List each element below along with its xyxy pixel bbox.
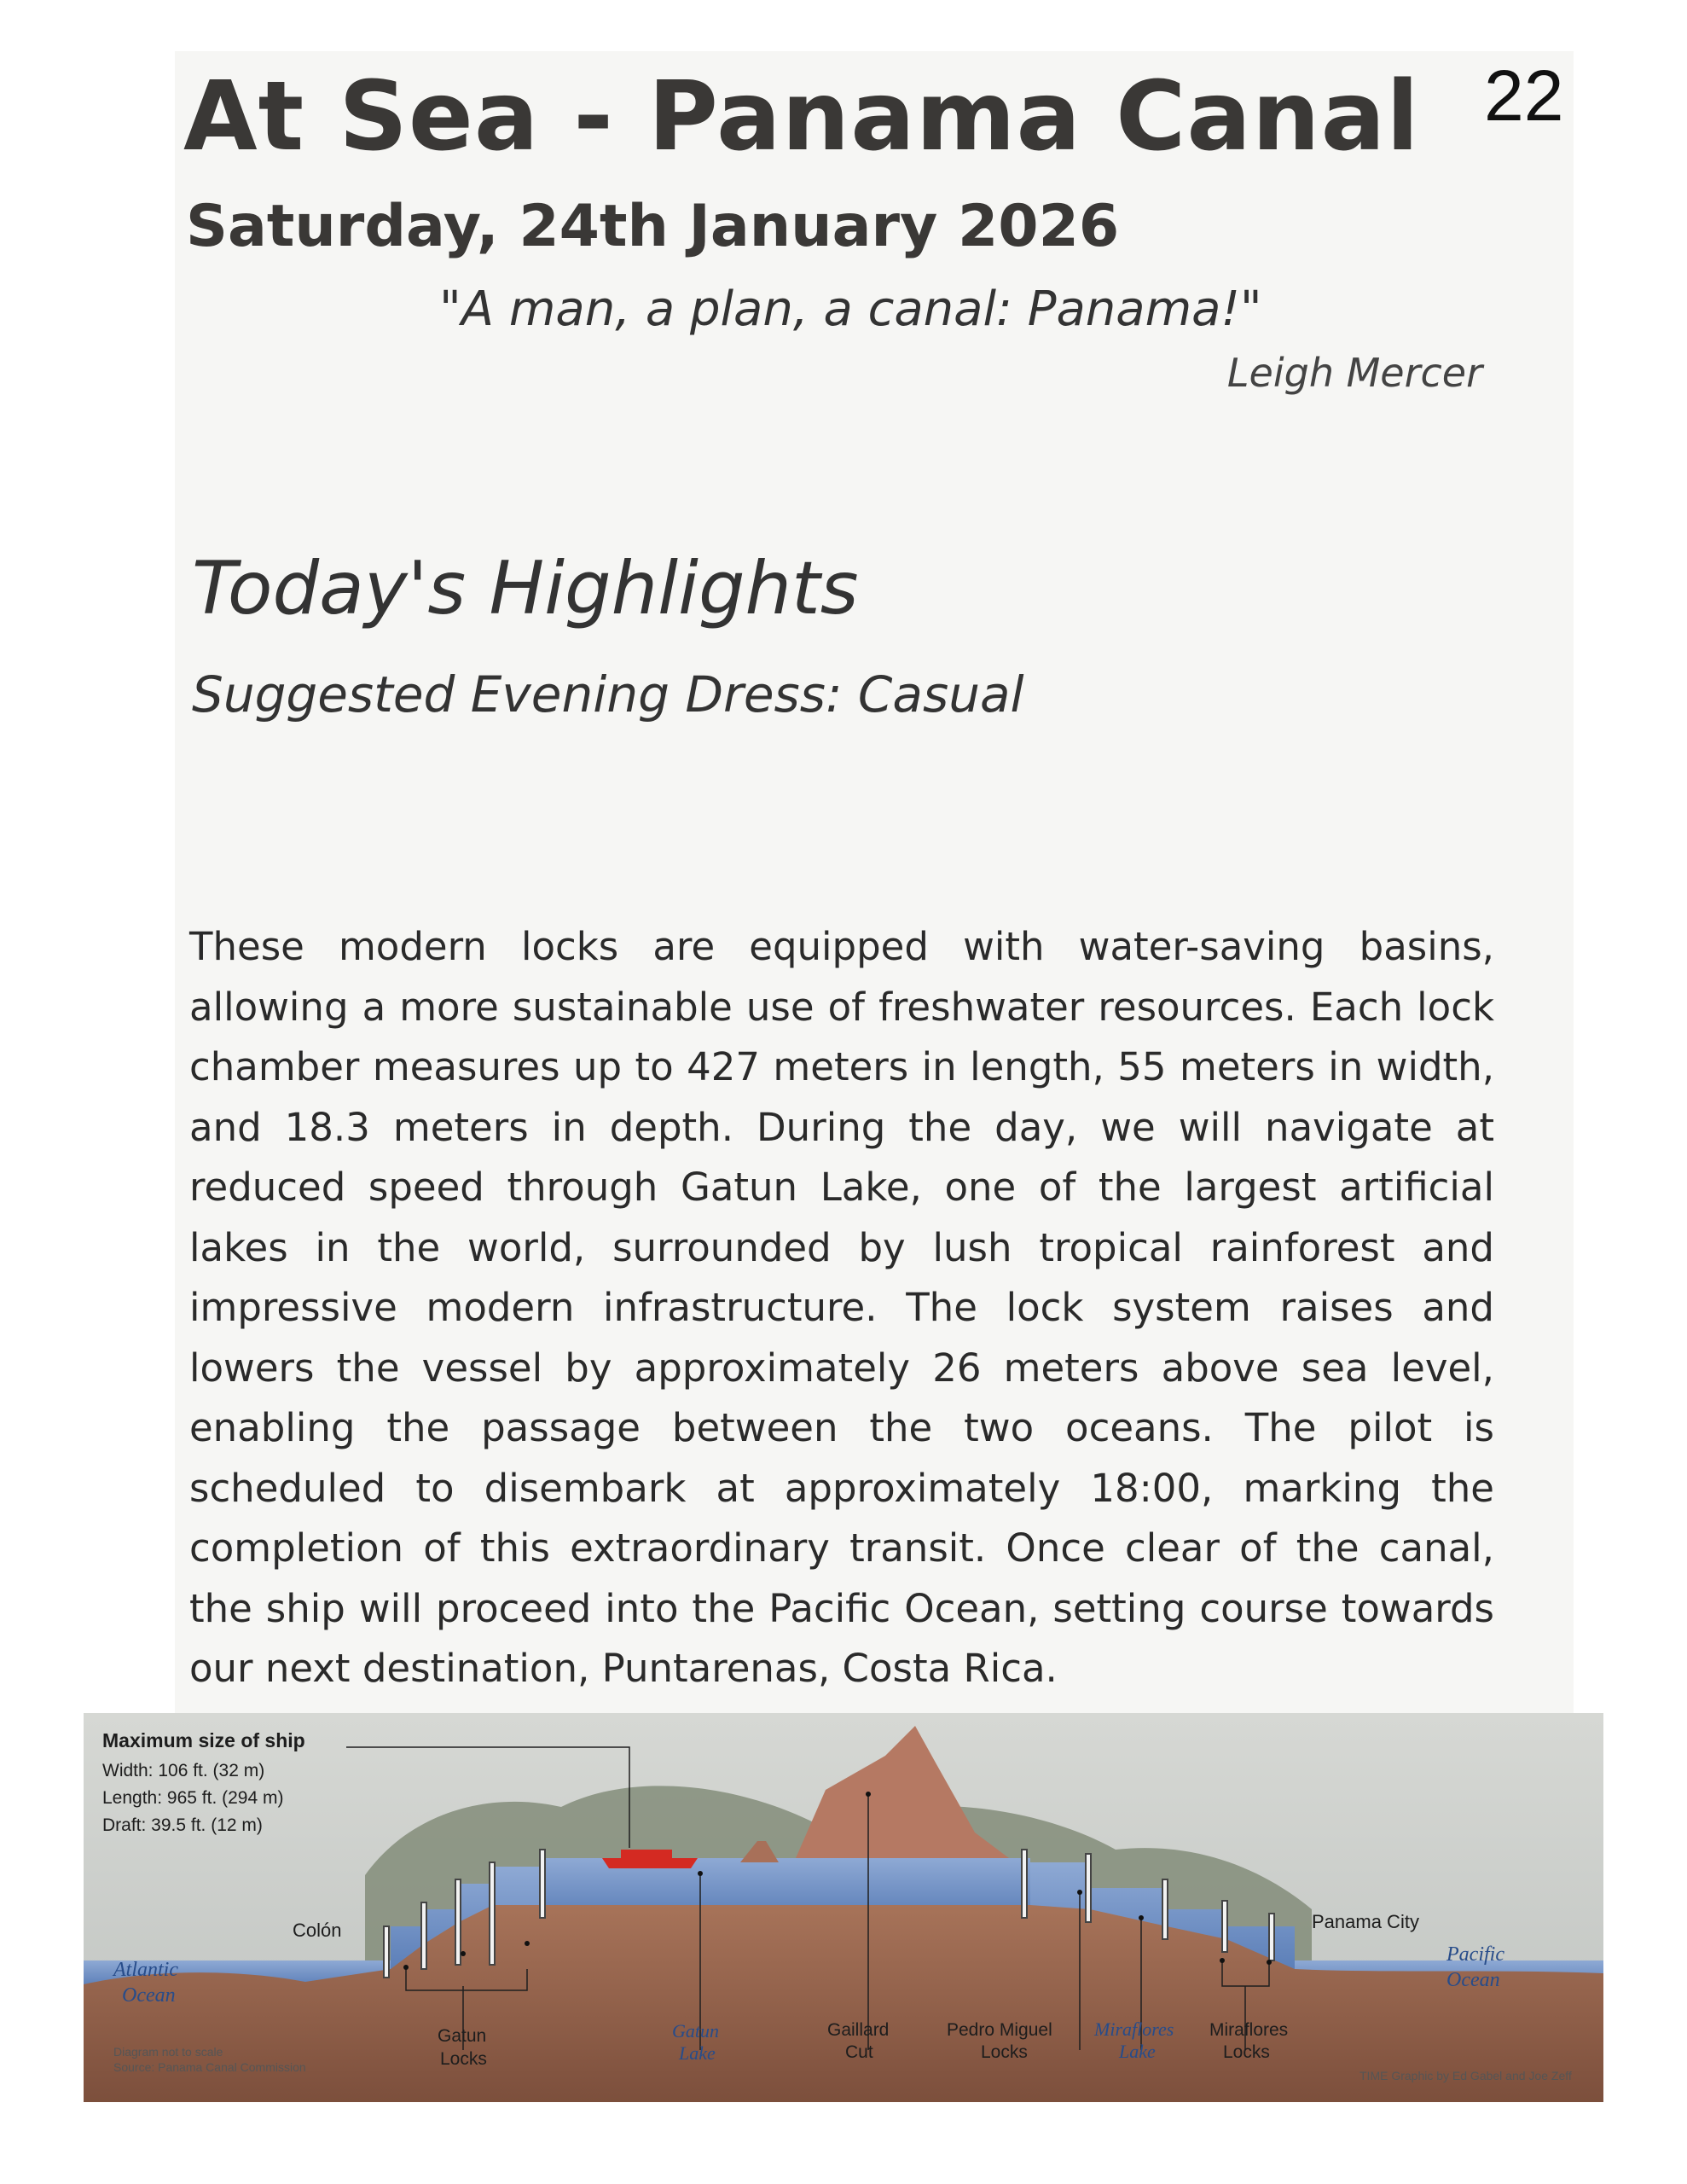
not-to-scale-note: Diagram not to scale xyxy=(113,2045,223,2059)
atlantic-label-2: Ocean xyxy=(122,1984,176,2007)
quote-author: Leigh Mercer xyxy=(1226,350,1482,396)
date-line: Saturday, 24th January 2026 xyxy=(186,193,1120,260)
highlights-heading: Today's Highlights xyxy=(192,546,859,631)
pacific-label-1: Pacific xyxy=(1446,1943,1504,1966)
ship-length: Length: 965 ft. (294 m) xyxy=(102,1788,284,1808)
miraflores-locks-label-2: Locks xyxy=(1223,2042,1270,2062)
dress-code: Suggested Evening Dress: Casual xyxy=(192,665,1024,723)
source-note: Source: Panama Canal Commission xyxy=(113,2060,306,2074)
gaillard-label-1: Gaillard xyxy=(827,2020,890,2040)
miraflores-locks-label-1: Miraflores xyxy=(1209,2020,1289,2040)
page-title: At Sea - Panama Canal xyxy=(183,61,1420,172)
atlantic-label-1: Atlantic xyxy=(113,1959,178,1981)
pacific-label-2: Ocean xyxy=(1446,1969,1500,1991)
colon-label: Colón xyxy=(293,1920,342,1941)
gatun-lake-label-2: Lake xyxy=(679,2042,716,2064)
graphic-credit: TIME Graphic by Ed Gabel and Joe Zeff xyxy=(1359,2069,1572,2082)
miraflores-lake-label-2: Lake xyxy=(1119,2041,1156,2062)
ship-width: Width: 106 ft. (32 m) xyxy=(102,1761,265,1780)
panama-city-label: Panama City xyxy=(1312,1911,1419,1932)
miraflores-lake-label-1: Miraflores xyxy=(1094,2018,1174,2040)
pedro-miguel-label-2: Locks xyxy=(981,2042,1028,2062)
quote: "A man, a plan, a canal: Panama!" xyxy=(439,282,1262,337)
page-number: 22 xyxy=(1484,55,1564,136)
gatun-locks-label-2: Locks xyxy=(440,2049,487,2069)
body-paragraph: These modern locks are equipped with water-saving basins, allowing a more sustainable use of freshwater resources. Each lock chamber measures up to 427 meters in length, 55 meters in width, and 18.3 meters in depth. During the day, we will navigate at reduced speed through Gatun Lake, one of the largest artificial lakes in the world, surrounded by lush tropical rainforest and impressive modern infrastructure. The lock system raises and lowers the vessel by approximately 26 meters above sea level, enabling the passage between the two oceans. The pilot is scheduled to disembark at approximately 18:00, marking the completion of this extraordinary transit. Once clear of the canal, the ship will proceed into the Pacific Ocean, setting course towards our next destination, Puntarenas, Costa Rica. xyxy=(189,924,1494,1691)
canal-diagram-svg xyxy=(84,1713,1603,2102)
gatun-locks-label-1: Gatun xyxy=(438,2026,487,2046)
ship-size-heading: Maximum size of ship xyxy=(102,1729,305,1751)
ship-draft: Draft: 39.5 ft. (12 m) xyxy=(102,1815,263,1835)
gatun-lake-label-1: Gatun xyxy=(672,2020,719,2042)
canal-cross-section-diagram xyxy=(84,1713,1603,2102)
pedro-miguel-label-1: Pedro Miguel xyxy=(947,2020,1052,2040)
gaillard-label-2: Cut xyxy=(845,2042,873,2062)
